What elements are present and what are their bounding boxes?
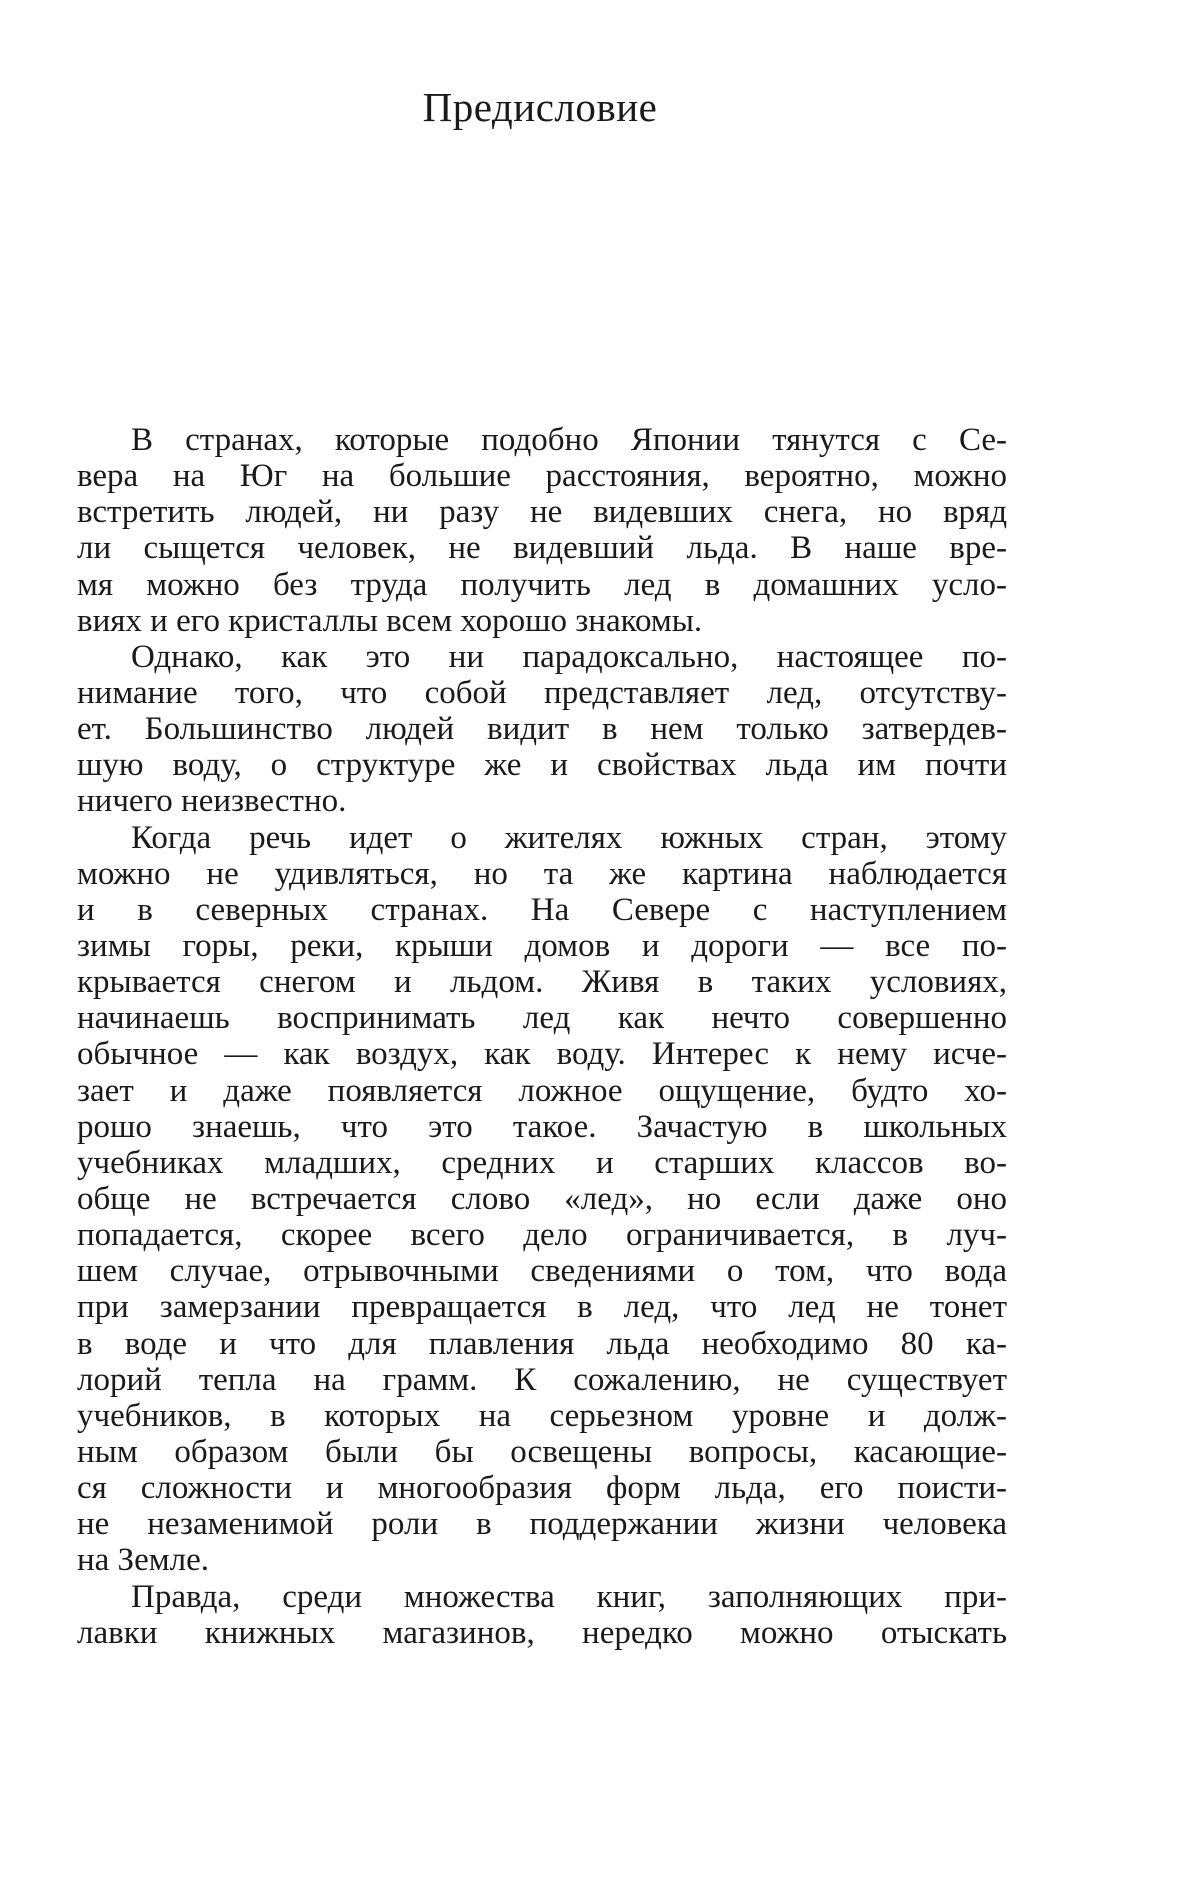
page-title: Предисловие: [422, 84, 658, 130]
text-line: зает и даже появляется ложное ощущение, будто хо-: [77, 1072, 1007, 1109]
text-line: в воде и что для плавления льда необходимо 80 ка-: [77, 1325, 1007, 1362]
text-line: В странах, которые подобно Японии тянутся с Се-: [131, 422, 1007, 458]
text-line: обще не встречается слово «лед», но если даже оно: [77, 1180, 1007, 1217]
text-line: ет. Большинство людей видит в нем только затвердев-: [77, 711, 1007, 748]
preface-body-text: [77, 422, 1007, 1651]
text-line: зимы горы, реки, крыши домов и дороги — все по-: [77, 927, 1007, 964]
text-line: учебников, в которых на серьезном уровне и долж-: [77, 1397, 1007, 1434]
text-line: можно не удивляться, но та же картина наблюдается: [77, 855, 1007, 892]
text-line: шую воду, о структуре же и свойствах льда им почти: [77, 747, 1007, 784]
text-line: ли сыщется человек, не видевший льда. В наше вре-: [77, 530, 1007, 567]
text-line: вера на Юг на большие расстояния, вероятно, можно: [77, 458, 1007, 495]
text-line: лорий тепла на грамм. К сожалению, не существует: [77, 1361, 1007, 1398]
text-line: и в северных странах. На Севере с наступлением: [77, 891, 1007, 928]
text-line: нимание того, что собой представляет лед, отсутству-: [77, 674, 1007, 711]
text-line: мя можно без труда получить лед в домашних усло-: [77, 566, 1007, 603]
text-line: рошо знаешь, что это такое. Зачастую в школьных: [77, 1108, 1007, 1145]
text-line: Когда речь идет о жителях южных стран, этому: [131, 819, 1007, 856]
text-line: ничего неизвестно.: [77, 783, 347, 820]
text-line: не незаменимой роли в поддержании жизни человека: [77, 1506, 1007, 1543]
text-line: Однако, как это ни парадоксально, настоящее по-: [131, 638, 1007, 675]
text-line: лавки книжных магазинов, нередко можно отыскать: [77, 1614, 1007, 1651]
text-line: при замерзании превращается в лед, что лед не тонет: [77, 1289, 1007, 1326]
text-line: крывается снегом и льдом. Живя в таких условиях,: [77, 964, 1007, 1001]
text-line: виях и его кристаллы всем хорошо знакомы.: [77, 602, 703, 639]
text-line: шем случае, отрывочными сведениями о том, что вода: [77, 1253, 1007, 1290]
text-line: Правда, среди множества книг, заполняющих при-: [131, 1578, 1007, 1615]
text-line: попадается, скорее всего дело ограничивается, в луч-: [77, 1217, 1007, 1254]
text-line: ным образом были бы освещены вопросы, касающие-: [77, 1433, 1007, 1470]
text-line: ся сложности и многообразия форм льда, его поисти-: [77, 1470, 1007, 1507]
text-line: встретить людей, ни разу не видевших снега, но вряд: [77, 494, 1007, 531]
text-line: на Земле.: [77, 1542, 209, 1579]
text-line: обычное — как воздух, как воду. Интерес к нему исче-: [77, 1036, 1007, 1073]
text-line: учебниках младших, средних и старших классов во-: [77, 1144, 1007, 1181]
text-line: начинаешь воспринимать лед как нечто совершенно: [77, 1000, 1007, 1037]
